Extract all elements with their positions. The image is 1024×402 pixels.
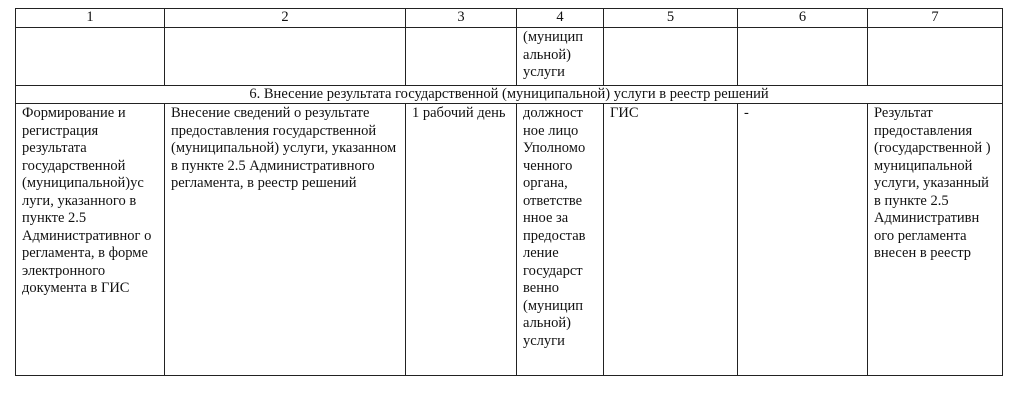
table-cell [406, 28, 517, 86]
cell-duration: 1 рабочий день [406, 104, 517, 376]
regulation-table [15, 8, 1003, 376]
column-number: 7 [868, 9, 1003, 28]
table-cell [738, 28, 868, 86]
table-cell [165, 28, 406, 86]
table-row [16, 104, 1003, 376]
column-number: 6 [738, 9, 868, 28]
cell-procedure-content: Внесение сведений о результате предоставления государственной (муниципальной) услуги, указанном в пункте 2.5 Административного регламента, в реестр решений [165, 104, 406, 376]
column-number: 5 [604, 9, 738, 28]
section-title: 6. Внесение результата государственной (муниципальной) услуги в реестр решений [16, 86, 1003, 104]
continuation-row [16, 28, 1003, 86]
table-cell [16, 28, 165, 86]
column-number: 3 [406, 9, 517, 28]
column-number: 1 [16, 9, 165, 28]
cell-result: Результат предоставления (государственной ) муниципальной услуги, указанный в пункте 2.5 Административн ого регламента внесен в реестр [868, 104, 1003, 376]
column-number-row [16, 9, 1003, 28]
cell-procedure-basis: Формирование и регистрация результата государственной (муниципальной)ус луги, указанного в пункте 2.5 Административног о регламента, в форме электронного документа в ГИС [16, 104, 165, 376]
table-cell [868, 28, 1003, 86]
cell-responsible-official: должност ное лицо Уполномо ченного органа, ответстве нное за предостав ление государст венно (муницип альной) услуги [517, 104, 604, 376]
column-number: 4 [517, 9, 604, 28]
table-cell-responsible-continued: (муницип альной) услуги [517, 28, 604, 86]
section-row [16, 86, 1003, 104]
cell-criteria: - [738, 104, 868, 376]
cell-location: ГИС [604, 104, 738, 376]
column-number: 2 [165, 9, 406, 28]
table-cell [604, 28, 738, 86]
